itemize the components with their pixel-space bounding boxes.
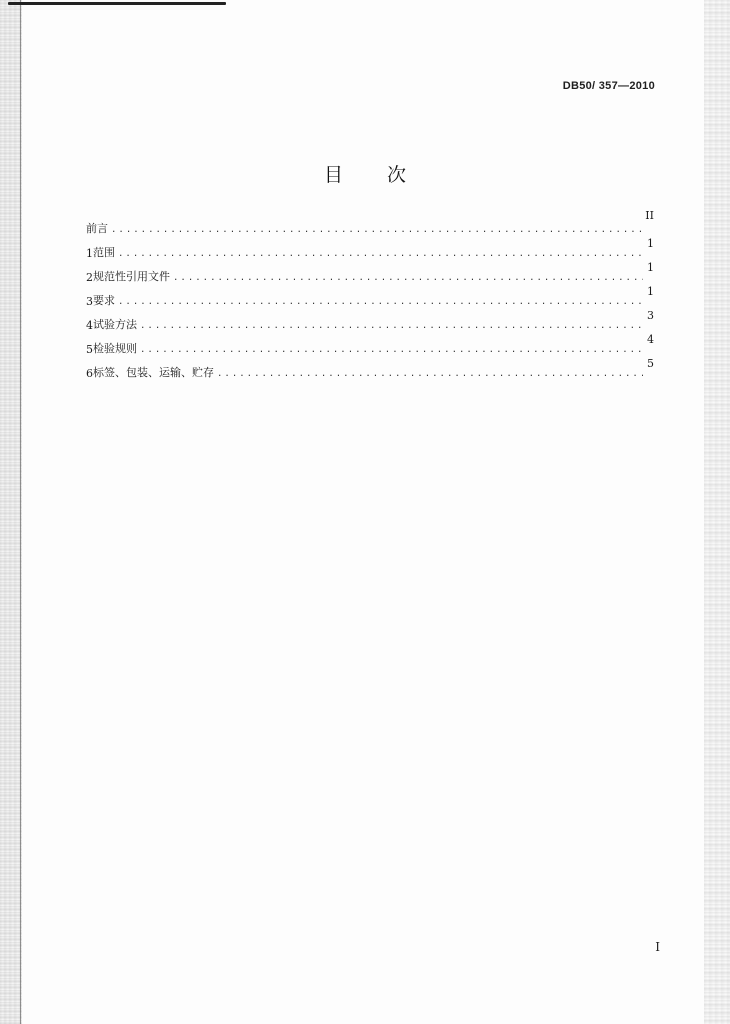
toc-entry-test-methods[interactable] xyxy=(86,308,654,332)
toc-leader-dots xyxy=(173,273,643,283)
scan-edge-line xyxy=(20,0,21,1024)
toc-entry-page: 5 xyxy=(647,357,654,370)
top-rule xyxy=(8,2,226,5)
toc-entry-label: 规范性引用文件 xyxy=(93,270,170,283)
toc-entry-label: 检验规则 xyxy=(93,342,137,355)
toc-entry-normative-references[interactable] xyxy=(86,260,654,284)
toc-entry-page: 4 xyxy=(647,333,654,346)
toc-leader-dots xyxy=(140,321,643,331)
page-title-part-1: 目 xyxy=(323,164,343,186)
toc-entry-label: 要求 xyxy=(93,294,115,307)
toc-entry-number: 2 xyxy=(86,271,93,284)
toc-entry-number: 4 xyxy=(86,319,93,332)
toc-entry-page: 1 xyxy=(647,237,654,250)
toc-entry-requirements[interactable] xyxy=(86,284,654,308)
toc-entry-page: 1 xyxy=(647,261,654,274)
toc-entry-label: 前言 xyxy=(86,222,108,235)
page-title-part-2: 次 xyxy=(387,164,407,186)
toc-entry-number: 6 xyxy=(86,367,93,380)
toc-entry-number: 5 xyxy=(86,343,93,356)
toc-entry-number: 1 xyxy=(86,247,93,260)
toc-entry-label: 试验方法 xyxy=(93,318,137,331)
toc-entry-number: 3 xyxy=(86,295,93,308)
toc-entry-page: II xyxy=(645,209,654,222)
scan-edge-left xyxy=(0,0,22,1024)
toc-leader-dots xyxy=(217,369,643,379)
page-number: I xyxy=(655,940,660,954)
page-title xyxy=(0,160,730,187)
toc-entry-label: 范围 xyxy=(93,246,115,259)
toc-entry-scope[interactable] xyxy=(86,236,654,260)
toc-entry-label: 标签、包装、运输、贮存 xyxy=(93,366,214,379)
toc-entry-preface[interactable] xyxy=(86,209,654,236)
toc-entry-labeling-packaging[interactable] xyxy=(86,356,654,380)
toc-leader-dots xyxy=(118,297,643,307)
table-of-contents xyxy=(86,209,654,380)
toc-leader-dots xyxy=(118,249,643,259)
toc-leader-dots xyxy=(111,225,641,235)
scan-edge-right xyxy=(704,0,730,1024)
document-code: DB50/ 357—2010 xyxy=(562,80,655,92)
toc-entry-page: 3 xyxy=(647,309,654,322)
toc-entry-page: 1 xyxy=(647,285,654,298)
toc-leader-dots xyxy=(140,345,643,355)
toc-entry-inspection-rules[interactable] xyxy=(86,332,654,356)
